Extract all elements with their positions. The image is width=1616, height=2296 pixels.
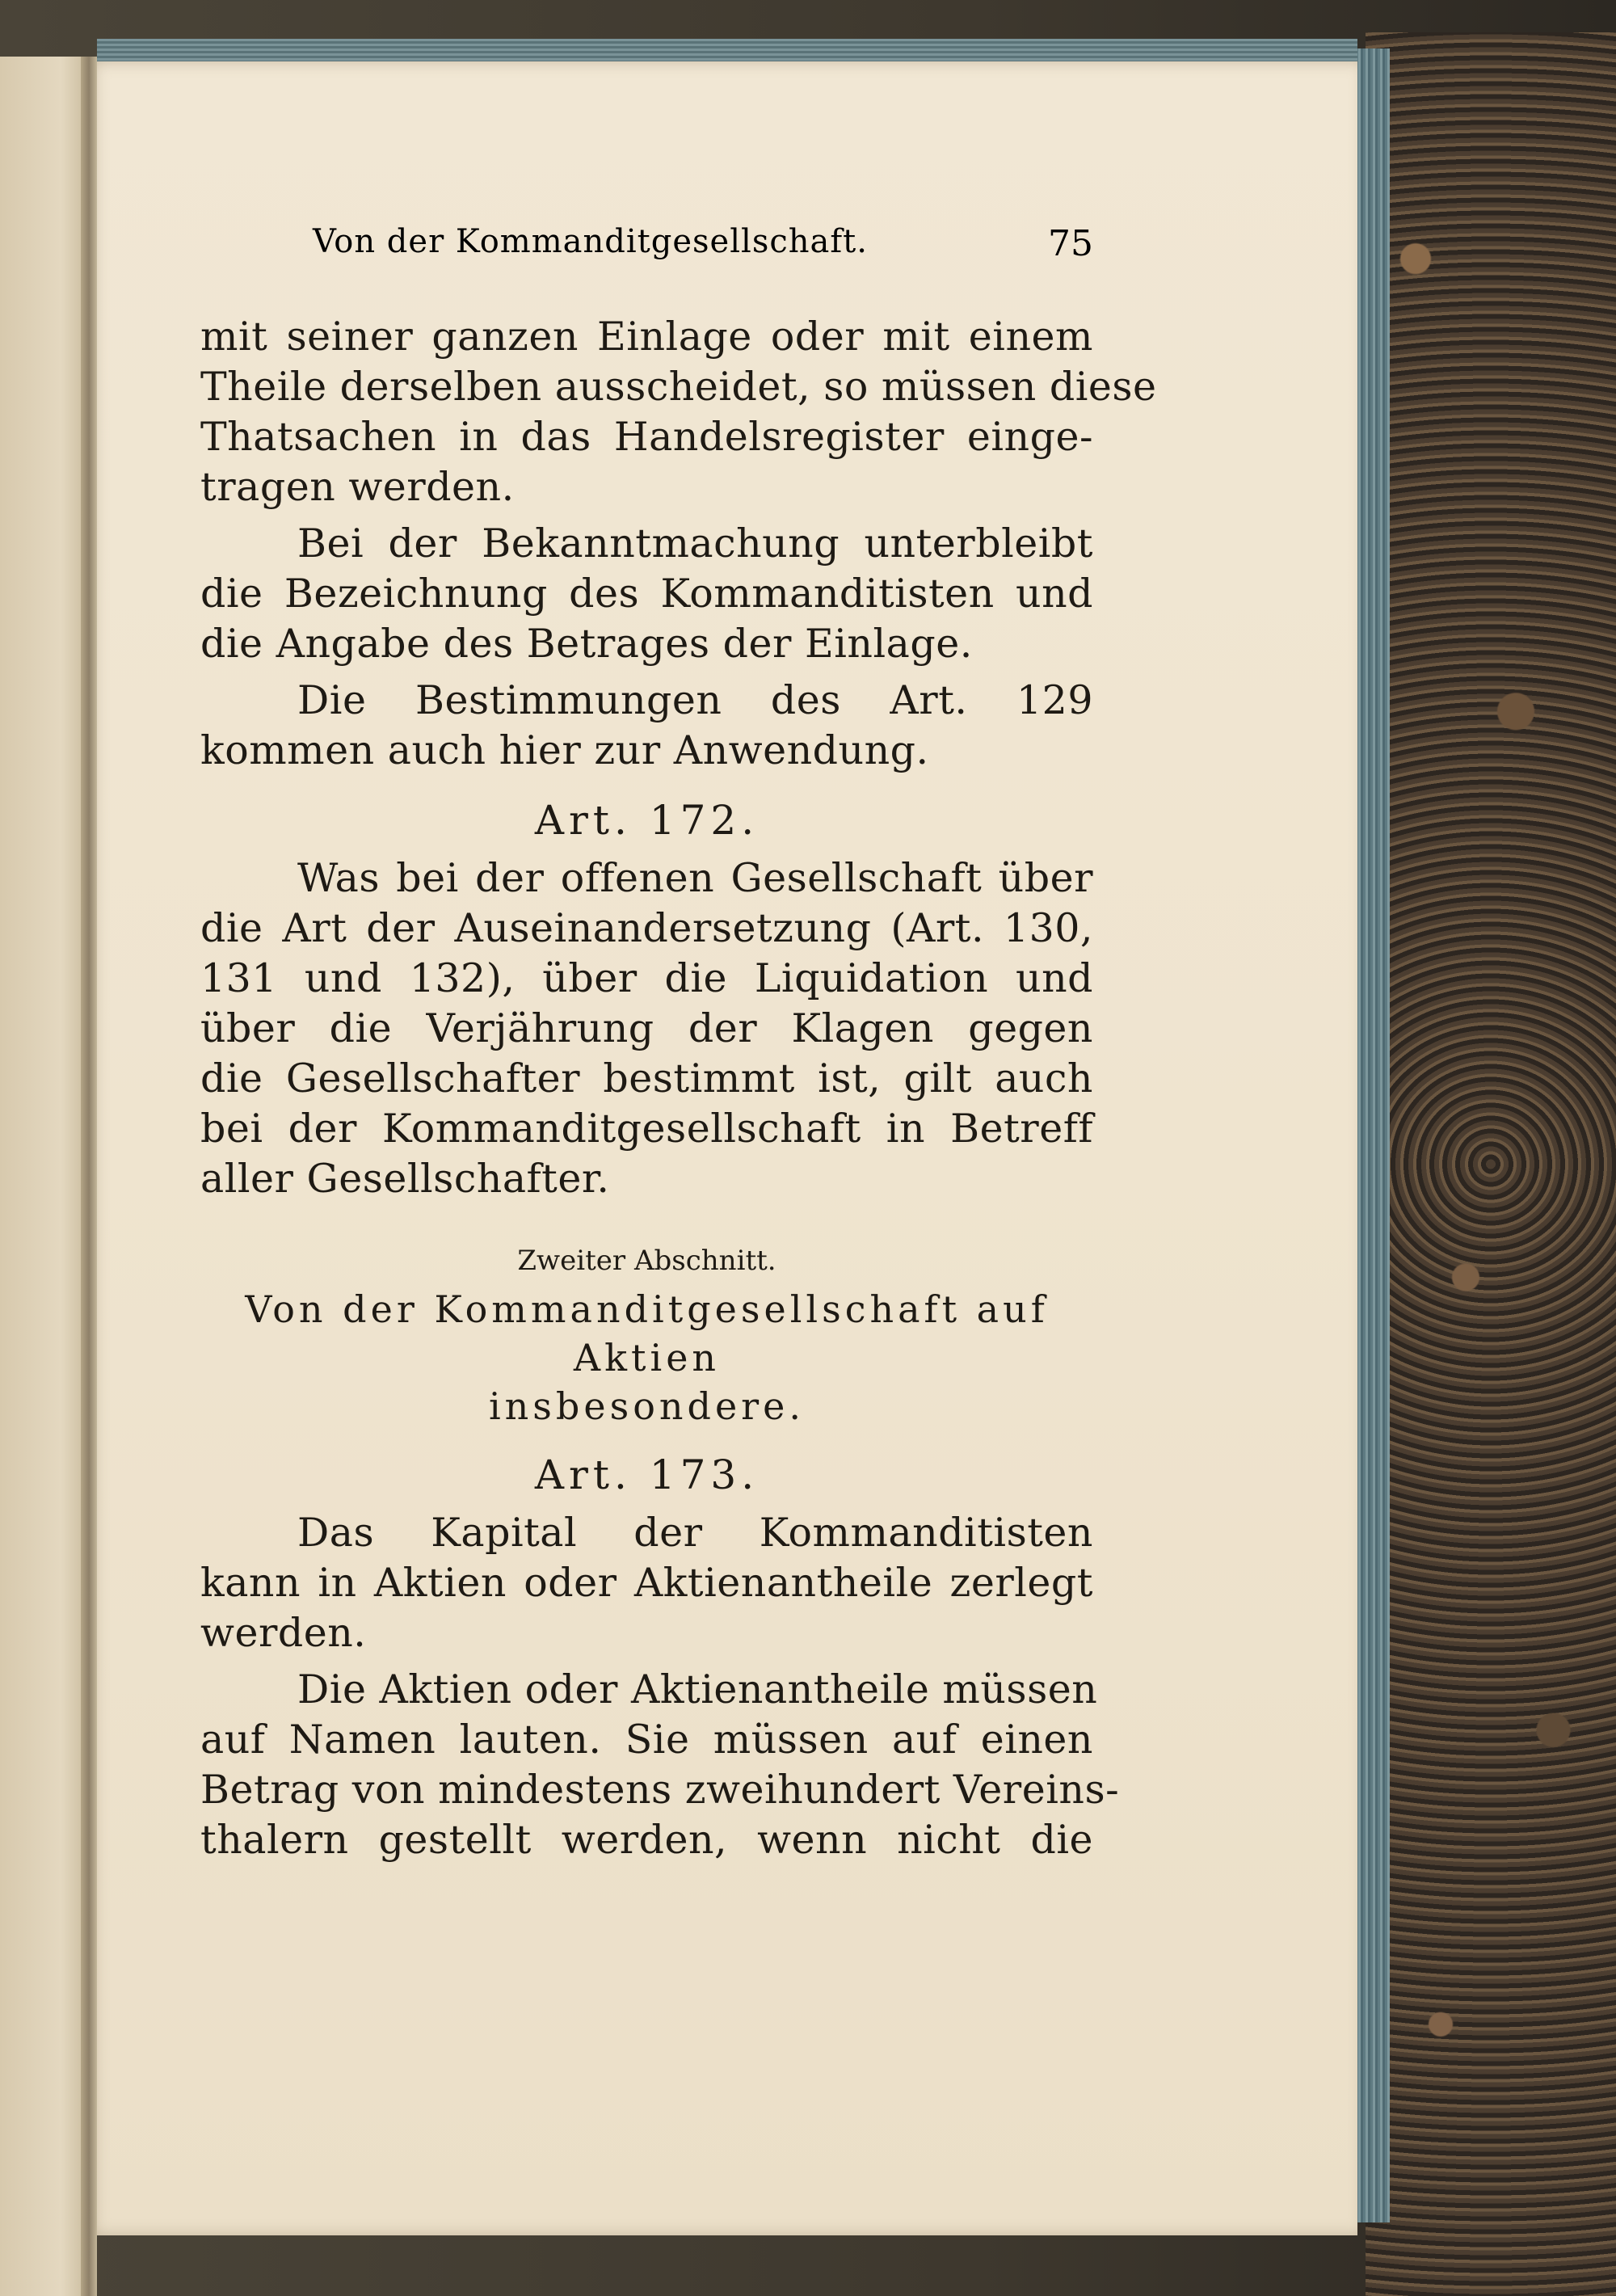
running-title: Von der Kommanditgesellschaft. bbox=[313, 223, 868, 260]
text-line: über die Verjährung der Klagen gegen bbox=[200, 1005, 1093, 1051]
running-head bbox=[168, 223, 1093, 272]
text-line: Was bei der offenen Gesellschaft über bbox=[297, 855, 1093, 901]
text-line: Die Aktien oder Aktienantheile müssen bbox=[297, 1666, 1098, 1713]
article-heading: Art. 172. bbox=[534, 797, 760, 844]
text-block bbox=[200, 312, 1157, 1865]
text-line: Bei der Bekanntmachung unterbleibt bbox=[297, 520, 1093, 567]
book-gutter bbox=[81, 57, 97, 2296]
page-number: 75 bbox=[1048, 223, 1093, 264]
section-title-line: insbesondere. bbox=[488, 1384, 806, 1428]
text-line: 131 und 132), über die Liquidation und bbox=[200, 955, 1093, 1001]
text-line: die Gesellschafter bestimmt ist, gilt auch bbox=[200, 1055, 1093, 1102]
text-line: thalern gestellt werden, wenn nicht die bbox=[200, 1817, 1093, 1863]
section-label: Zweiter Abschnitt. bbox=[517, 1245, 776, 1277]
text-line: bei der Kommanditgesellschaft in Betreff bbox=[200, 1106, 1093, 1152]
left-page-edge bbox=[0, 57, 87, 2296]
text-line: kommen auch hier zur Anwendung. bbox=[200, 727, 929, 773]
text-line: werden. bbox=[200, 1610, 367, 1656]
text-line: tragen werden. bbox=[200, 464, 515, 510]
text-line: die Bezeichnung des Kommanditisten und bbox=[200, 571, 1093, 617]
text-line: kann in Aktien oder Aktienantheile zerlegt bbox=[200, 1560, 1093, 1606]
text-line: Theile derselben ausscheidet, so müssen diese bbox=[200, 364, 1157, 410]
text-line: mit seiner ganzen Einlage oder mit einem bbox=[200, 314, 1093, 360]
marbled-cover bbox=[1366, 32, 1616, 2296]
text-line: auf Namen lauten. Sie müssen auf einen bbox=[200, 1717, 1093, 1763]
text-line: Thatsachen in das Handelsregister einge- bbox=[200, 414, 1093, 460]
article-heading: Art. 173. bbox=[534, 1451, 760, 1498]
page-top-edge bbox=[97, 39, 1357, 63]
text-line: Betrag von mindestens zweihundert Vereins- bbox=[200, 1767, 1120, 1813]
text-line: Das Kapital der Kommanditisten bbox=[297, 1510, 1093, 1556]
text-line: Die Bestimmungen des Art. 129 bbox=[297, 677, 1093, 723]
book-page bbox=[87, 61, 1357, 2235]
text-line: die Angabe des Betrages der Einlage. bbox=[200, 621, 973, 667]
text-line: aller Gesellschafter. bbox=[200, 1156, 610, 1202]
text-line: die Art der Auseinandersetzung (Art. 130, bbox=[200, 905, 1093, 951]
section-title-line: Von der Kommanditgesellschaft auf Aktien bbox=[245, 1287, 1049, 1380]
